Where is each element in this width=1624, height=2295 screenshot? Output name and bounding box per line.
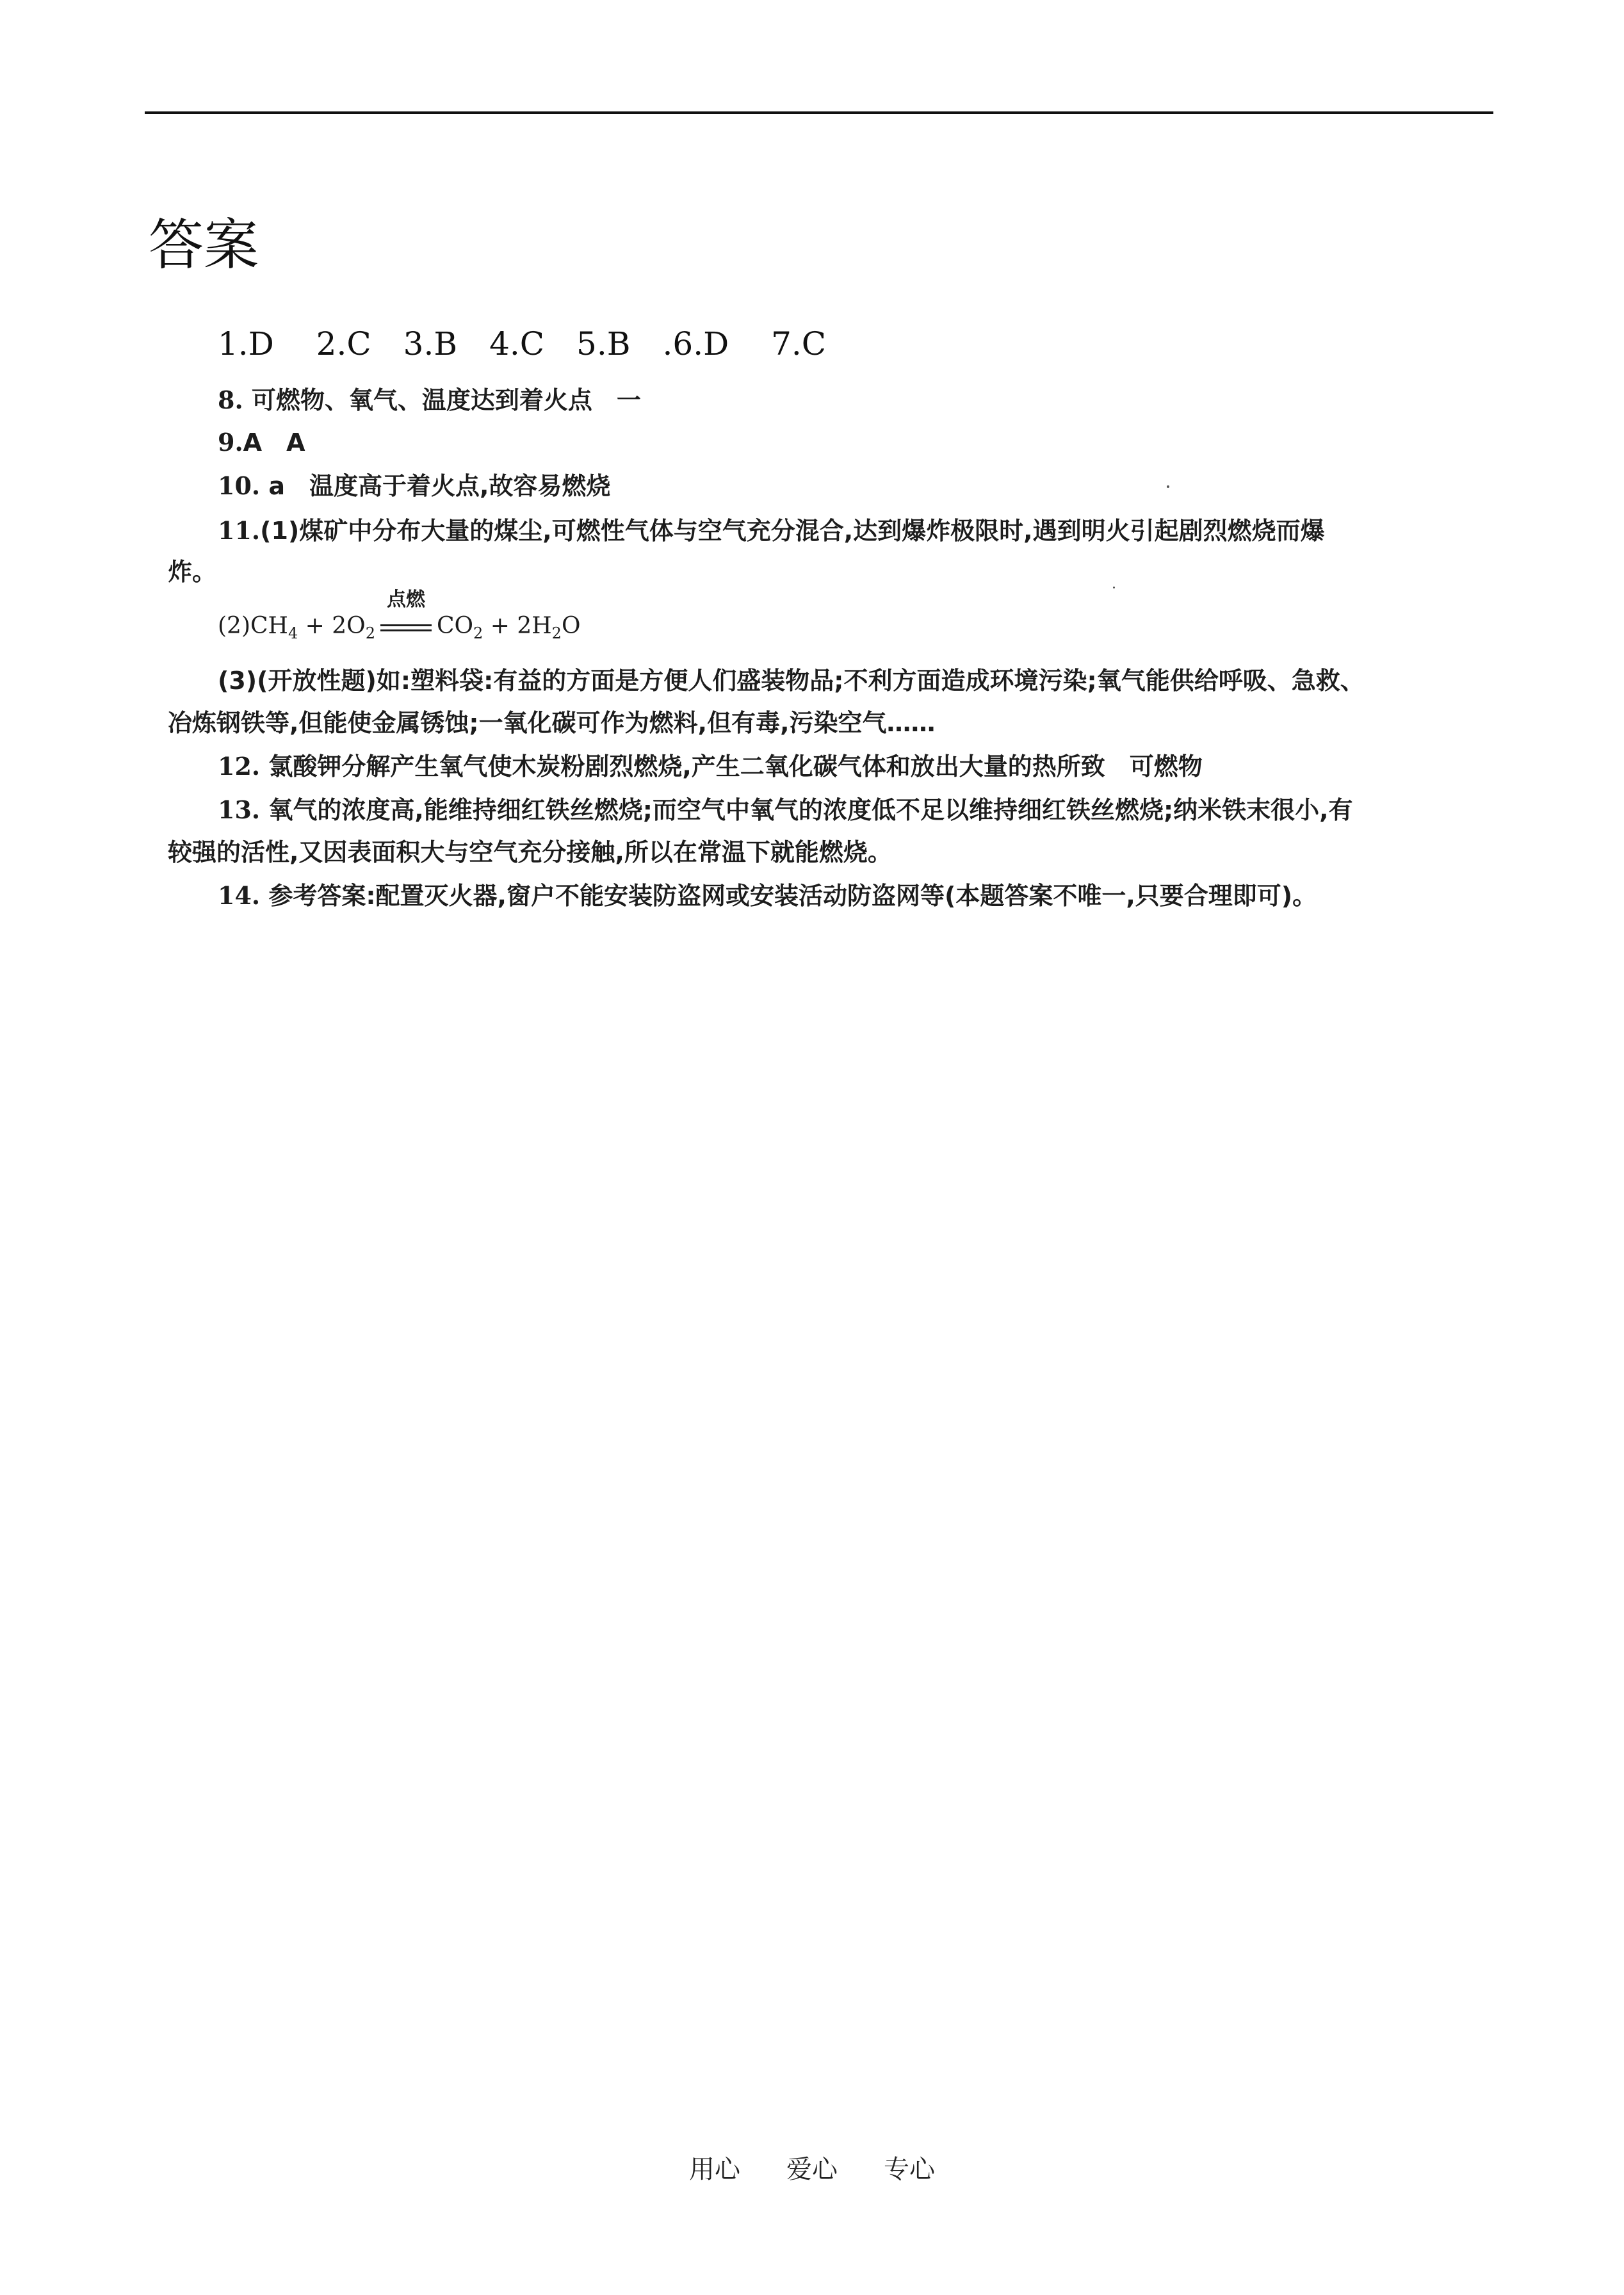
reaction-condition [378, 588, 434, 638]
answer-13-line2: 较强的活性,又因表面积大与空气充分接触,所以在常温下就能燃烧。 [168, 838, 892, 866]
answer-13-number: 13. [218, 795, 261, 824]
page-footer [0, 2149, 1624, 2186]
footer-motto-1: 用心 [689, 2155, 740, 2184]
answer-9-text: A A [243, 428, 305, 457]
answer-12-text: 氯酸钾分解产生氧气使木炭粉剧烈燃烧,产生二氧化碳气体和放出大量的热所致 可燃物 [260, 752, 1203, 781]
answer-14-number: 14. [218, 881, 261, 910]
answer-12 [218, 754, 1203, 779]
answer-11-number: 11. [218, 516, 261, 545]
answer-11-line1 [218, 516, 1325, 545]
eq-suffix: + 2H [483, 613, 552, 639]
eq-sub-2c: 2 [551, 624, 562, 642]
answer-8-number: 8. [218, 385, 243, 414]
answer-8 [218, 385, 641, 414]
chemical-equation [218, 588, 581, 642]
page-title: 答案 [149, 213, 259, 277]
footer-motto-3: 专心 [884, 2155, 935, 2184]
header-rule [145, 111, 1493, 114]
answer-10-text: a 温度高于着火点,故容易燃烧 [260, 472, 611, 500]
footer-motto-2: 爱心 [786, 2155, 838, 2184]
eq-mid2: CO [436, 613, 474, 639]
answer-13-text-a: 氧气的浓度高,能维持细红铁丝燃烧;而空气中氧气的浓度低不足以维持细红铁丝燃烧;纳米铁末很小,有 [260, 796, 1353, 824]
answer-11-line2: 炸。 [168, 558, 217, 586]
eq-sub-2b: 2 [473, 624, 483, 642]
eq-prefix: (2)CH [218, 613, 288, 639]
scan-speck [1167, 485, 1169, 488]
equals-bar [380, 624, 432, 631]
answer-10-number: 10. [218, 471, 261, 500]
choice-answers: 1.D 2.C 3.B 4.C 5.B .6.D 7.C [218, 325, 827, 362]
eq-sub-4: 4 [288, 624, 298, 642]
answer-10 [218, 471, 611, 500]
condition-label: 点燃 [386, 588, 425, 611]
eq-mid1: + 2O [298, 613, 366, 639]
answer-11-part1-a: (1)煤矿中分布大量的煤尘,可燃性气体与空气充分混合,达到爆炸极限时,遇到明火引起剧烈燃烧而爆 [260, 517, 1325, 545]
eq-end: O [561, 613, 581, 639]
answer-9 [218, 430, 305, 455]
answer-8-text: 可燃物、氧气、温度达到着火点 一 [243, 386, 641, 414]
answer-14-text: 参考答案:配置灭火器,窗户不能安装防盗网或安装活动防盗网等(本题答案不唯一,只要合理即可)。 [260, 882, 1317, 910]
answer-9-number: 9. [218, 428, 243, 457]
answer-12-number: 12. [218, 752, 261, 781]
scan-speck [1113, 587, 1115, 588]
eq-sub-2a: 2 [365, 624, 375, 642]
answer-11-part3-line1: (3)(开放性题)如:塑料袋:有益的方面是方便人们盛装物品;不利方面造成环境污染;氧气能供给呼吸、急救、 [218, 667, 1365, 695]
answer-13-line1 [218, 795, 1353, 824]
answer-14 [218, 881, 1317, 910]
answer-11-part3-line2: 冶炼钢铁等,但能使金属锈蚀;一氧化碳可作为燃料,但有毒,污染空气…… [168, 709, 936, 737]
